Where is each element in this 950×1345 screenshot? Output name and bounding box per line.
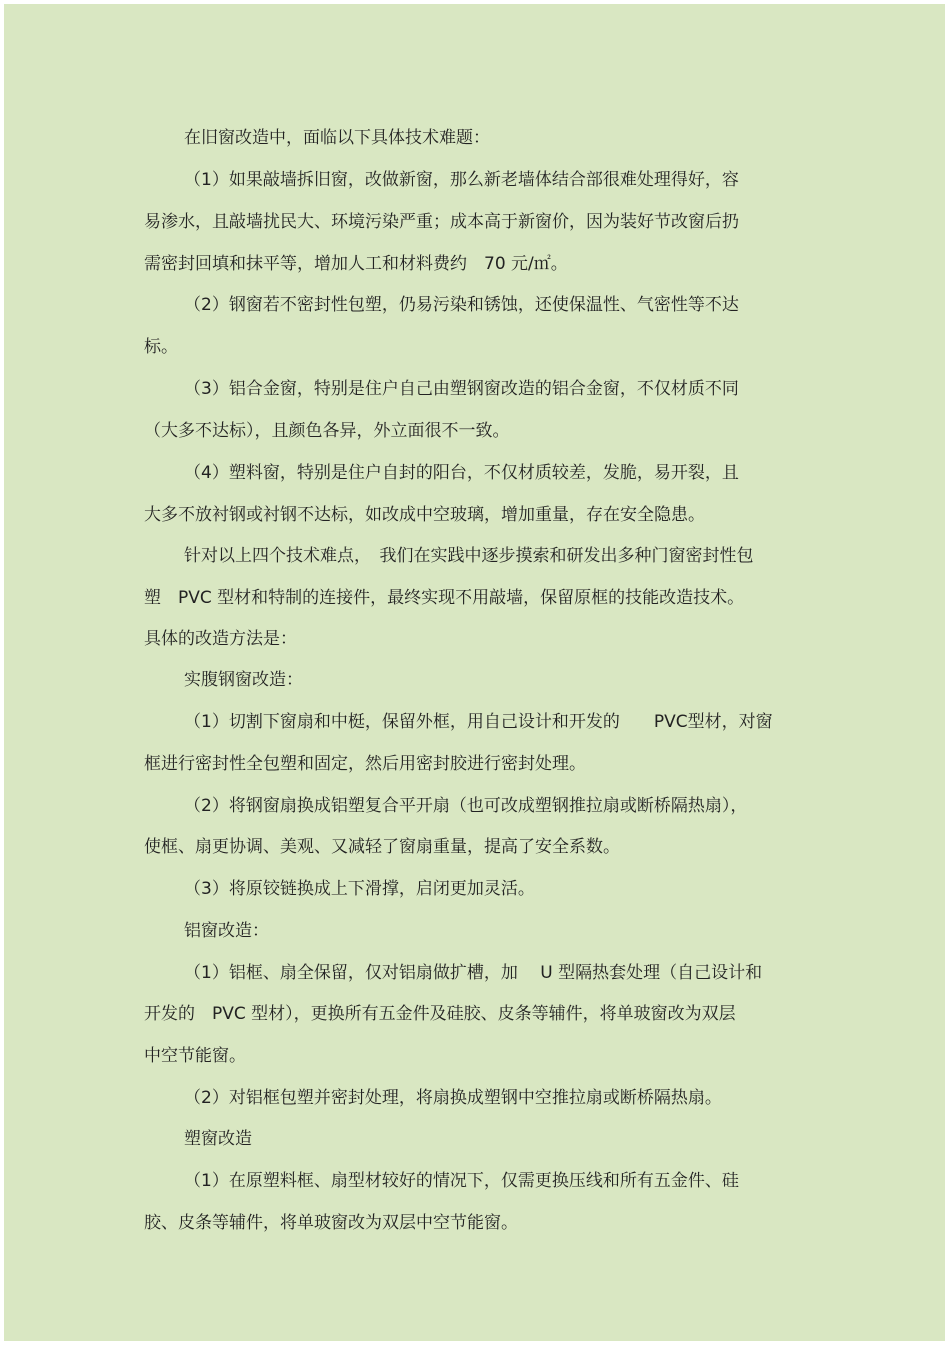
paragraph-line: （大多不达标），且颜色各异，外立面很不一致。 <box>144 421 510 441</box>
paragraph-line: 易渗水，且敲墙扰民大、环境污染严重；成本高于新窗价，因为装好节改窗后扔 <box>144 212 739 232</box>
paragraph-line: （3）将原铰链换成上下滑撑，启闭更加灵活。 <box>184 879 535 899</box>
paragraph-line: （4）塑料窗，特别是住户自封的阳台，不仅材质较差，发脆，易开裂，且 <box>184 463 739 483</box>
paragraph-line: （1）切割下窗扇和中梃，保留外框，用自己设计和开发的 PVC型材，对窗 <box>184 712 773 732</box>
section-heading: 实腹钢窗改造： <box>184 670 303 690</box>
paragraph-line: 具体的改造方法是： <box>144 629 297 649</box>
paragraph-line: （1）在原塑料框、扇型材较好的情况下，仅需更换压线和所有五金件、硅 <box>184 1171 739 1191</box>
document-page <box>4 4 945 1341</box>
paragraph-line: 针对以上四个技术难点， 我们在实践中逐步摸索和研发出多种门窗密封性包 <box>184 546 754 566</box>
section-heading: 塑窗改造 <box>184 1129 252 1149</box>
paragraph-line: （2）对铝框包塑并密封处理，将扇换成塑钢中空推拉扇或断桥隔热扇。 <box>184 1088 722 1108</box>
paragraph-line: （2）将钢窗扇换成铝塑复合平开扇（也可改成塑钢推拉扇或断桥隔热扇）， <box>184 796 748 816</box>
paragraph-line: 胶、皮条等辅件，将单玻窗改为双层中空节能窗。 <box>144 1213 518 1233</box>
paragraph-intro: 在旧窗改造中，面临以下具体技术难题： <box>184 128 490 148</box>
paragraph-line: 需密封回填和抹平等，增加人工和材料费约 70 元/㎡。 <box>144 254 568 274</box>
paragraph-line: 框进行密封性全包塑和固定，然后用密封胶进行密封处理。 <box>144 754 586 774</box>
paragraph-line: 标。 <box>144 337 178 357</box>
section-heading: 铝窗改造： <box>184 921 269 941</box>
paragraph-line: 中空节能窗。 <box>144 1046 246 1066</box>
paragraph-line: 大多不放衬钢或衬钢不达标，如改成中空玻璃，增加重量，存在安全隐患。 <box>144 505 705 525</box>
paragraph-line: （1）如果敲墙拆旧窗，改做新窗，那么新老墙体结合部很难处理得好，容 <box>184 170 739 190</box>
paragraph-line: （3）铝合金窗，特别是住户自己由塑钢窗改造的铝合金窗，不仅材质不同 <box>184 379 739 399</box>
paragraph-line: 使框、扇更协调、美观、又减轻了窗扇重量，提高了安全系数。 <box>144 837 620 857</box>
paragraph-line: （2）钢窗若不密封性包塑，仍易污染和锈蚀，还使保温性、气密性等不达 <box>184 295 739 315</box>
paragraph-line: 塑 PVC 型材和特制的连接件，最终实现不用敲墙，保留原框的技能改造技术。 <box>144 588 745 608</box>
paragraph-line: （1）铝框、扇全保留，仅对铝扇做扩槽，加 U 型隔热套处理（自己设计和 <box>184 963 763 983</box>
paragraph-line: 开发的 PVC 型材），更换所有五金件及硅胶、皮条等辅件，将单玻窗改为双层 <box>144 1004 736 1024</box>
